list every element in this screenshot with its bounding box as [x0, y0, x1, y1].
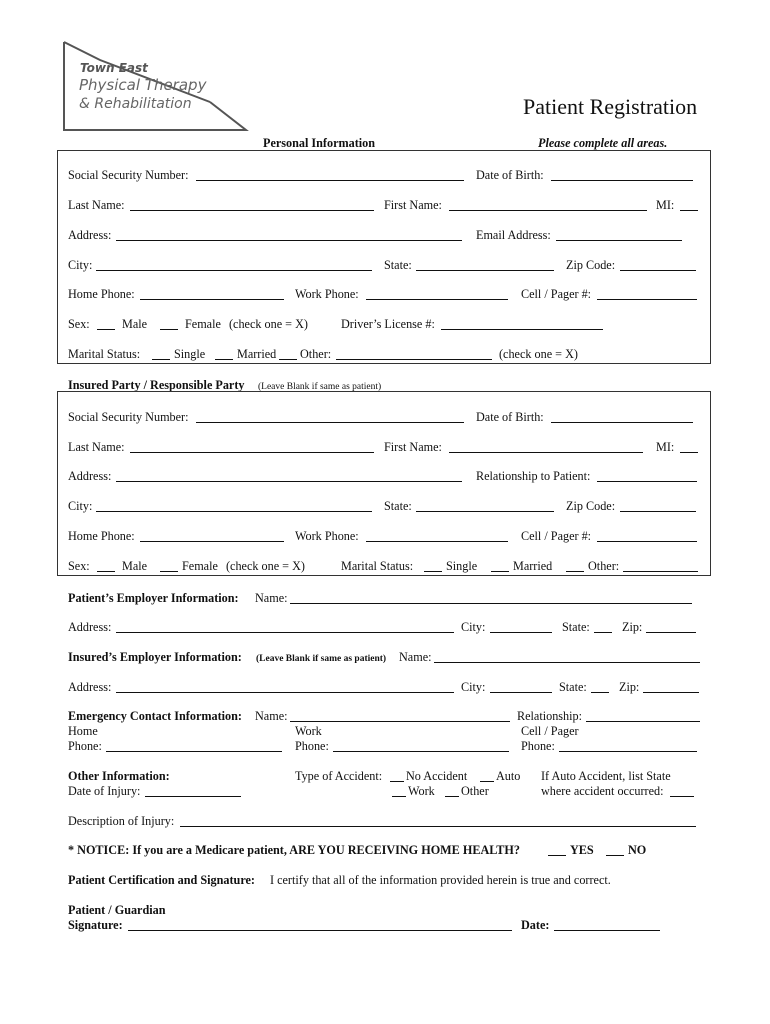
ins-single-label: Single [446, 559, 478, 573]
ins-employer-city-label: City: [461, 680, 486, 694]
ins-mi-label: MI: [656, 440, 675, 454]
employer-address-label: Address: [68, 620, 112, 634]
ins-other-checkbox[interactable] [566, 571, 584, 572]
ins-employer-address-label: Address: [68, 680, 112, 694]
other-label: Other: [300, 347, 332, 361]
ins-state-field[interactable] [416, 511, 554, 512]
insured-note: (Leave Blank if same as patient) [258, 382, 382, 392]
last-name-field[interactable] [130, 210, 374, 211]
marital-married-checkbox[interactable] [215, 359, 233, 360]
employer-name-field[interactable] [290, 603, 692, 604]
auto-note-2: where accident occurred: [541, 784, 664, 798]
emergency-name-field[interactable] [290, 721, 510, 722]
ins-employer-name-field[interactable] [434, 662, 700, 663]
check-one-note: (check one = X) [229, 317, 308, 331]
ins-employer-zip-field[interactable] [643, 692, 699, 693]
ssn-field[interactable] [196, 180, 464, 181]
other-accident-label: Other [461, 784, 489, 798]
sex-female-checkbox[interactable] [160, 329, 178, 330]
ins-last-label: Last Name: [68, 440, 125, 454]
ins-other-label: Other: [588, 559, 620, 573]
medicare-notice: * NOTICE: If you are a Medicare patient, ARE YOU RECEIVING HOME HEALTH? [68, 843, 520, 857]
ins-female-label: Female [182, 559, 218, 573]
ins-work-phone-field[interactable] [366, 541, 508, 542]
other-info-header: Other Information: [68, 769, 170, 783]
state-label: State: [384, 258, 412, 272]
emergency-work-phone-field[interactable] [333, 751, 509, 752]
ins-employer-header: Insured’s Employer Information: [68, 650, 242, 664]
dob-field[interactable] [551, 180, 693, 181]
no-accident-label: No Accident [406, 769, 468, 783]
date-field[interactable] [554, 930, 660, 931]
work-label: Work [408, 784, 435, 798]
sex-label: Sex: [68, 317, 90, 331]
mi-label: MI: [656, 198, 675, 212]
ins-employer-zip-label: Zip: [619, 680, 640, 694]
first-name-field[interactable] [449, 210, 647, 211]
marital-single-checkbox[interactable] [152, 359, 170, 360]
ins-first-label: First Name: [384, 440, 442, 454]
cert-text: I certify that all of the information provided herein is true and correct. [270, 873, 611, 887]
ins-zip-field[interactable] [620, 511, 696, 512]
auto-label: Auto [496, 769, 521, 783]
emergency-home-phone-field[interactable] [106, 751, 282, 752]
complete-note: Please complete all areas. [538, 136, 668, 150]
cell-field[interactable] [597, 299, 697, 300]
emergency-name-label: Name: [255, 709, 288, 723]
license-label: Driver’s License #: [341, 317, 435, 331]
female-label: Female [185, 317, 221, 331]
sex-male-checkbox[interactable] [97, 329, 115, 330]
emergency-phone1-label: Phone: [68, 739, 102, 753]
ins-home-phone-field[interactable] [140, 541, 284, 542]
ins-check-one-note: (check one = X) [226, 559, 305, 573]
personal-info-box [57, 150, 711, 364]
ins-city-label: City: [68, 499, 93, 513]
email-field[interactable] [556, 240, 682, 241]
ins-male-checkbox[interactable] [97, 571, 115, 572]
employer-zip-label: Zip: [622, 620, 643, 634]
state-field[interactable] [416, 270, 554, 271]
last-name-label: Last Name: [68, 198, 125, 212]
auto-checkbox[interactable] [480, 781, 494, 782]
page-title: Patient Registration [523, 94, 698, 119]
employer-city-label: City: [461, 620, 486, 634]
emergency-header: Emergency Contact Information: [68, 709, 242, 723]
ins-dob-label: Date of Birth: [476, 410, 544, 424]
license-field[interactable] [441, 329, 603, 330]
zip-field[interactable] [620, 270, 696, 271]
ins-dob-field[interactable] [551, 422, 693, 423]
ins-male-label: Male [122, 559, 148, 573]
ins-home-phone-label: Home Phone: [68, 529, 135, 543]
employer-header: Patient’s Employer Information: [68, 591, 239, 605]
ins-cell-field[interactable] [597, 541, 697, 542]
employer-name-label: Name: [255, 591, 288, 605]
cell-label: Cell / Pager #: [521, 287, 592, 301]
ins-employer-state-field[interactable] [591, 692, 609, 693]
auto-state-field[interactable] [670, 796, 694, 797]
other-checkbox[interactable] [445, 796, 459, 797]
signature-label-1: Patient / Guardian [68, 903, 166, 917]
ins-married-checkbox[interactable] [491, 571, 509, 572]
home-phone-field[interactable] [140, 299, 284, 300]
ins-address-field[interactable] [116, 481, 462, 482]
ins-cell-label: Cell / Pager #: [521, 529, 592, 543]
emergency-home-label: Home [68, 724, 98, 738]
date-injury-field[interactable] [145, 796, 241, 797]
work-checkbox[interactable] [392, 796, 406, 797]
signature-field[interactable] [128, 930, 512, 931]
emergency-relationship-label: Relationship: [517, 709, 582, 723]
emergency-phone3-label: Phone: [521, 739, 555, 753]
emergency-relationship-field[interactable] [586, 721, 700, 722]
ins-other-field[interactable] [623, 571, 698, 572]
ins-last-field[interactable] [130, 452, 374, 453]
address-label: Address: [68, 228, 112, 242]
employer-state-field[interactable] [594, 632, 612, 633]
emergency-cell-phone-field[interactable] [559, 751, 697, 752]
ins-employer-note: (Leave Blank if same as patient) [256, 654, 387, 664]
emergency-phone2-label: Phone: [295, 739, 329, 753]
description-label: Description of Injury: [68, 814, 175, 828]
ins-employer-address-field[interactable] [116, 692, 454, 693]
marital-other-field[interactable] [336, 359, 492, 360]
employer-address-field[interactable] [116, 632, 454, 633]
home-phone-label: Home Phone: [68, 287, 135, 301]
work-phone-field[interactable] [366, 299, 508, 300]
work-phone-label: Work Phone: [295, 287, 359, 301]
ins-state-label: State: [384, 499, 412, 513]
ins-employer-state-label: State: [559, 680, 587, 694]
marital-label: Marital Status: [68, 347, 141, 361]
signature-label-2: Signature: [68, 918, 123, 932]
married-label: Married [237, 347, 277, 361]
no-accident-checkbox[interactable] [390, 781, 404, 782]
accident-type-label: Type of Accident: [295, 769, 383, 783]
emergency-cell-label: Cell / Pager [521, 724, 579, 738]
ins-employer-city-field[interactable] [490, 692, 552, 693]
ins-marital-label: Marital Status: [341, 559, 414, 573]
ssn-label: Social Security Number: [68, 168, 189, 182]
dob-label: Date of Birth: [476, 168, 544, 182]
address-field[interactable] [116, 240, 462, 241]
logo-line-3: & Rehabilitation [79, 96, 192, 112]
ins-city-field[interactable] [96, 511, 372, 512]
employer-state-label: State: [562, 620, 590, 634]
logo-line-2: Physical Therapy [79, 76, 207, 94]
ins-relationship-field[interactable] [597, 481, 697, 482]
cert-header: Patient Certification and Signature: [68, 873, 255, 887]
zip-label: Zip Code: [566, 258, 616, 272]
ins-sex-label: Sex: [68, 559, 90, 573]
ins-address-label: Address: [68, 469, 112, 483]
marital-other-underline [279, 359, 297, 360]
ins-first-field[interactable] [449, 452, 643, 453]
ins-married-label: Married [513, 559, 553, 573]
ins-ssn-field[interactable] [196, 422, 464, 423]
male-label: Male [122, 317, 148, 331]
single-label: Single [174, 347, 206, 361]
check-one-note-2: (check one = X) [499, 347, 578, 361]
first-name-label: First Name: [384, 198, 442, 212]
ins-relationship-label: Relationship to Patient: [476, 469, 591, 483]
no-checkbox[interactable] [606, 855, 624, 856]
yes-checkbox[interactable] [548, 855, 566, 856]
auto-note-1: If Auto Accident, list State [541, 769, 671, 783]
personal-info-header: Personal Information [263, 136, 376, 150]
emergency-work-label: Work [295, 724, 322, 738]
ins-ssn-label: Social Security Number: [68, 410, 189, 424]
ins-zip-label: Zip Code: [566, 499, 616, 513]
ins-work-phone-label: Work Phone: [295, 529, 359, 543]
description-field[interactable] [180, 826, 696, 827]
ins-female-checkbox[interactable] [160, 571, 178, 572]
ins-employer-name-label: Name: [399, 650, 432, 664]
date-injury-label: Date of Injury: [68, 784, 141, 798]
ins-single-checkbox[interactable] [424, 571, 442, 572]
city-label: City: [68, 258, 93, 272]
logo-line-1: Town East [80, 61, 148, 75]
mi-field[interactable] [680, 210, 698, 211]
employer-city-field[interactable] [490, 632, 552, 633]
no-label: NO [628, 843, 647, 857]
insured-header: Insured Party / Responsible Party [68, 378, 245, 392]
city-field[interactable] [96, 270, 372, 271]
employer-zip-field[interactable] [646, 632, 696, 633]
yes-label: YES [570, 843, 594, 857]
email-label: Email Address: [476, 228, 551, 242]
ins-mi-field[interactable] [680, 452, 698, 453]
date-label: Date: [521, 918, 550, 932]
